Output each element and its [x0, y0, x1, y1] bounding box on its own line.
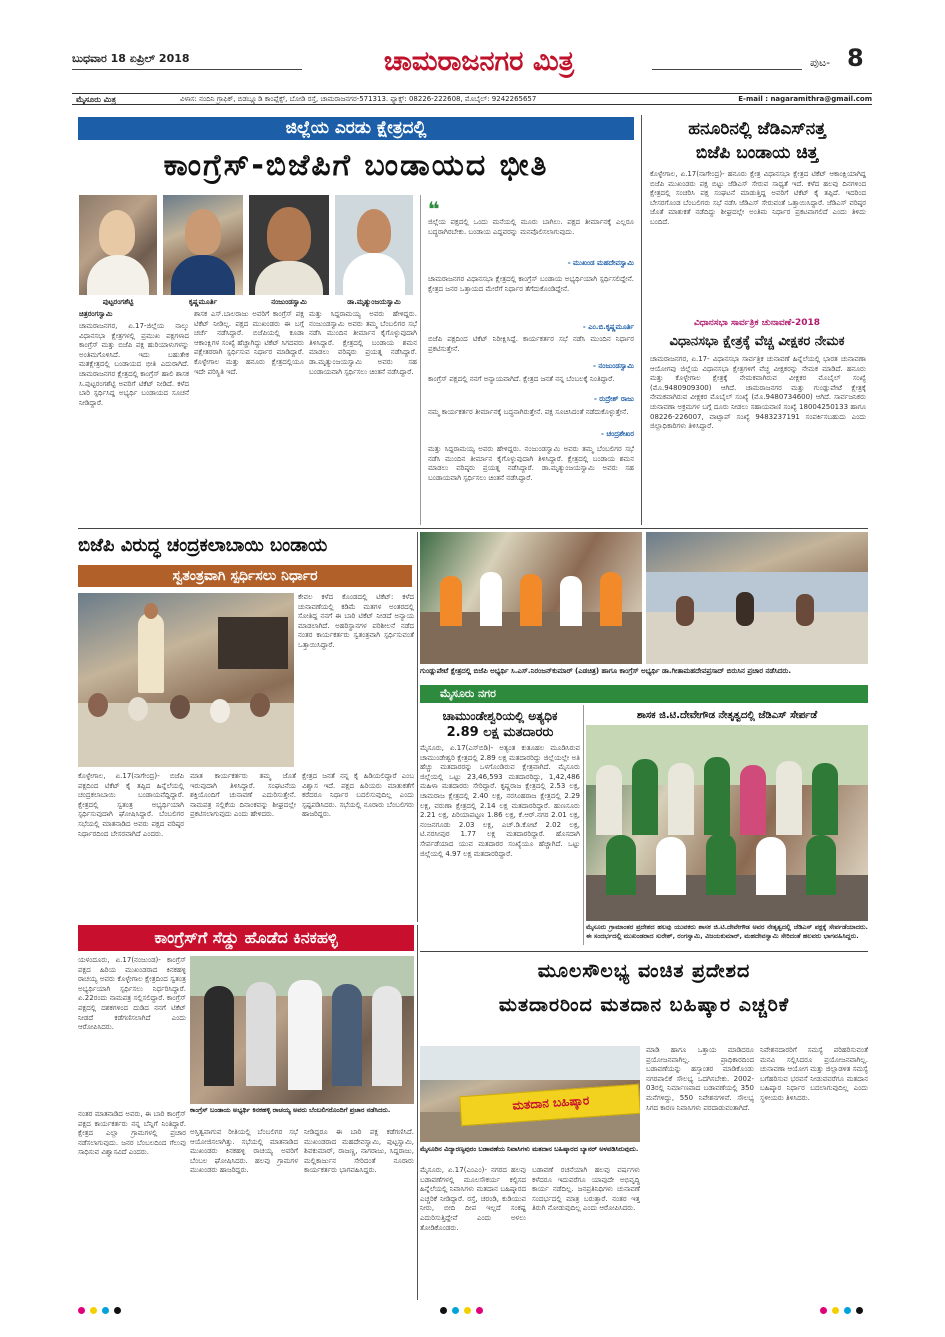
story5-caption: ಗುಂಡ್ಲುಪೇಟೆ ಕ್ಷೇತ್ರದಲ್ಲಿ ಬಿಜೆಪಿ ಅಭ್ಯರ್ಥಿ ಸಿ.ಎಸ್.ನಿರಂಜನ್‌ಕುಮಾರ್ (ಎಡಚಿತ್ರ) ಹಾಗೂ ಕಾಂಗ್ರೆಸ್ ಅಭ್ಯರ್ಥಿ ಡಾ.ಗೀತಾಮಹದೇವಪ್ರಸಾದ್ ಬಿರುಸಿನ ಪ್ರಚಾರ ನಡೆಸಿದರು.: [420, 667, 791, 675]
story7-photo: [586, 725, 868, 921]
story4-side-text: ಕೇವಲ ಕಳೆದ ಕೊಂಡದಲ್ಲಿ ಟಿಕೆಟ್: ಕಳೆದ ಚುನಾವಣೆಯಲ್ಲಿ ಕಡಿಮೆ ಮತಗಳ ಅಂತರದಲ್ಲಿ ಸೋತಿದ್ದ ನನಗೆ ಈ ಬಾರಿ ಟಿಕೆಟ್ ನೀಡದೆ ಅನ್ಯಾಯ ಮಾಡಲಾಗಿದೆ. ಅಹರಿಸ್ಥಾನಗಳ ಪರಿಶೀಲನೆ ನಡೆದ ನಂತರ ಕಾರ್ಯಕರ್ತರು ಸ್ವತಂತ್ರವಾಗಿ ಸ್ಪರ್ಧಿಸುವಂತೆ ಒತ್ತಾಯಿಸಿದ್ದಾರೆ.: [298, 593, 414, 649]
story9-photo: [420, 1046, 640, 1142]
story9-body-col3: ಮಾಡಿ ಹಾಗೂ ಒತ್ತಾಯ ಮಾಡಿದರೂ ಪ್ರಯೋಜನವಾಗಿಲ್ಲ. ಪ್ರಾಧಿಕಾರದಿಂದ ಬಡಾವಣೆಯನ್ನು ಹಸ್ತಾಂತರ ಮಾಡಿಕೊಂಡು ನಗರಪಾಲಿಕೆ ಸೌಲಭ್ಯ ಒದಗಿಸಬೇಕು. 2002-03ರಲ್ಲಿ ನಿರ್ಮಾಣವಾದ ಬಡಾವಣೆಯಲ್ಲಿ 350 ಮನೆಗಳಿದ್ದು, 550 ನಿವೇಶನಗಳಿವೆ. ಸೌಲಭ್ಯ ಸಿಗದ ಕಾರಣ ನಿವಾಸಿಗಳು ಪರದಾಡುವಂತಾಗಿದೆ.: [646, 1046, 754, 1112]
masthead-strip: [72, 93, 872, 105]
column-divider-bottom: [417, 925, 418, 1300]
story1-quote4-by: - ರುದ್ರೇಶ್ ರಾಜು: [593, 395, 634, 403]
story2-body: ಕೊಳ್ಳೇಗಾಲ, ಏ.17(ನಾಗೇಂದ್ರ)- ಹನೂರು ಕ್ಷೇತ್ರ ವಿಧಾನಸಭಾ ಕ್ಷೇತ್ರದ ಟಿಕೆಟ್ ಆಕಾಂಕ್ಷಿಯಾಗಿದ್ದ ಬಿಜೆಪಿ ಮುಖಂಡರು ಪಕ್ಷ ಬಿಟ್ಟು ಜೆಡಿಎಸ್ ಸೇರುವ ಸಾಧ್ಯತೆ ಇದೆ. ಕಳೆದ ಹಲವು ದಿನಗಳಿಂದ ಕ್ಷೇತ್ರದಲ್ಲಿ ಸಂಚರಿಸಿ ಪಕ್ಷ ಸಂಘಟನೆ ಮಾಡುತ್ತಿದ್ದ ಅವರಿಗೆ ಟಿಕೆಟ್ ಕೈ ತಪ್ಪಿದೆ. ಇದರಿಂದ ಬೇಸರಗೊಂಡ ಬೆಂಬಲಿಗರು ಸಭೆ ನಡೆಸಿ ಜೆಡಿಎಸ್ ಸೇರುವಂತೆ ಒತ್ತಾಯಿಸಿದ್ದಾರೆ. ಜೆಡಿಎಸ್ ವರಿಷ್ಠರ ಜೊತೆ ಮಾತುಕತೆ ನಡೆದಿದ್ದು ಶೀಘ್ರದಲ್ಲೇ ಅಂತಿಮ ನಿರ್ಧಾರ ಪ್ರಕಟವಾಗಲಿದೆ ಎಂದು ತಿಳಿದು ಬಂದಿದೆ.: [650, 170, 866, 226]
story4-body-col3: ಕ್ಷೇತ್ರದ ಜನತೆ ನನ್ನ ಕೈ ಹಿಡಿಯಲಿದ್ದಾರೆ ಎಂಬ ವಿಶ್ವಾಸ ಇದೆ. ಪಕ್ಷದ ಹಿರಿಯರು ಮಾತುಕತೆಗೆ ಕರೆದರೂ ನಿರ್ಧಾರ ಬದಲಿಸುವುದಿಲ್ಲ ಎಂದು ಸ್ಪಷ್ಟಪಡಿಸಿದರು. ಸಭೆಯಲ್ಲಿ ನೂರಾರು ಬೆಂಬಲಿಗರು ಹಾಜರಿದ್ದರು.: [302, 772, 414, 819]
section-rule-1: [78, 528, 868, 529]
story1-divider: [420, 195, 421, 525]
story9-headline-line2: ಮತದಾರರಿಂದ ಮತದಾನ ಬಹಿಷ್ಕಾರ ಎಚ್ಚರಿಕೆ: [498, 994, 790, 1016]
story8-body-col3: ಅಸ್ತಿತ್ವವಾಗುವ ರೀತಿಯಲ್ಲಿ ಬೆಂಬಲಿಗರ ಸಭೆ ಆಯೋಜಿಸಲಾಗಿತ್ತು. ಸಭೆಯಲ್ಲಿ ಮಾತನಾಡಿದ ಮುಖಂಡರು ಕಿನಕಹಳ್ಳಿ ರಾಚಯ್ಯ ಅವರಿಗೆ ಬೆಂಬಲ ಘೋಷಿಸಿದರು. ಹಲವು ಗ್ರಾಮಗಳ ಮುಖಂಡರು ಹಾಜರಿದ್ದರು.: [190, 1128, 298, 1175]
story1-quote5-by: - ಚಂದ್ರಶೇಖರ: [601, 430, 634, 438]
story9-body-col4: ನಿವೇಶನದಾರರಿಗೆ ಸಮಸ್ಯೆ ಪರಿಹರಿಸುವಂತೆ ಮನವಿ ಸಲ್ಲಿಸಿದರೂ ಪ್ರಯೋಜನವಾಗಿಲ್ಲ. ಚುನಾವಣಾ ಆಯೋಗ ಮತ್ತು ಜಿಲ್ಲಾಡಳಿತ ಸಮಸ್ಯೆ ಬಗೆಹರಿಸುವ ಭರವಸೆ ನೀಡುವವರೆಗೂ ಮತದಾನ ಬಹಿಷ್ಕಾರ ನಿರ್ಧಾರ ಬದಲಾಗುವುದಿಲ್ಲ ಎಂದು ಸ್ಥಳೀಯರು ತಿಳಿಸಿದರು.: [760, 1046, 868, 1102]
story1-body-col1: ಚಾಮರಾಜನಗರ, ಏ.17-ಜಿಲ್ಲೆಯ ನಾಲ್ಕು ವಿಧಾನಸಭಾ ಕ್ಷೇತ್ರಗಳಲ್ಲಿ ಪ್ರಮುಖ ಪಕ್ಷಗಳಾದ ಕಾಂಗ್ರೆಸ್ ಮತ್ತು ಬಿಜೆಪಿ ಪಕ್ಷ ಹುರಿಯಾಳುಗಳನ್ನು ಅಂತಿಮಗೊಳಿಸಿದೆ. ಇದು ಬಹುತೇಕ ಮತಕ್ಷೇತ್ರದಲ್ಲಿ ಬಂಡಾಯದ ಭೀತಿ ಎದುರಾಗಿದೆ. ಚಾಮರಾಜನಗರ ಕ್ಷೇತ್ರದಲ್ಲಿ ಕಾಂಗ್ರೆಸ್ ಹಾಲಿ ಶಾಸಕ ಸಿ.ಪುಟ್ಟರಂಗಶೆಟ್ಟಿ ಅವರಿಗೆ ಟಿಕೆಟ್ ನೀಡಿದೆ. ಕಳೆದ ಬಾರಿ ಸ್ಪರ್ಧಿಸಿದ್ದ ಅಭ್ಯರ್ಥಿ ಬಂಡಾಯದ ಸೂಚನೆ ನೀಡಿದ್ದಾರೆ.: [79, 322, 189, 407]
registration-marks-left: [78, 1307, 138, 1315]
story3-body: ಚಾಮರಾಜನಗರ, ಏ.17- ವಿಧಾನಸಭಾ ಸಾರ್ವತ್ರಿಕ ಚುನಾವಣೆ ಹಿನ್ನೆಲೆಯಲ್ಲಿ ಭಾರತ ಚುನಾವಣಾ ಆಯೋಗವು ಜಿಲ್ಲೆಯ ವಿಧಾನಸಭಾ ಕ್ಷೇತ್ರಗಳಿಗೆ ವೆಚ್ಚ ವೀಕ್ಷಕರನ್ನು ನೇಮಕ ಮಾಡಿದೆ. ಹನೂರು ಮತ್ತು ಕೊಳ್ಳೇಗಾಲ ಕ್ಷೇತ್ರಕ್ಕೆ ನೇಮಕವಾಗಿರುವ ವೀಕ್ಷಕರ ಮೊಬೈಲ್ ಸಂಖ್ಯೆ (ಮೊ.9480909300) ಆಗಿದೆ. ಚಾಮರಾಜನಗರ ಮತ್ತು ಗುಂಡ್ಲುಪೇಟೆ ಕ್ಷೇತ್ರಕ್ಕೆ ನೇಮಕವಾಗಿರುವ ವೀಕ್ಷಕರ ಮೊಬೈಲ್ ಸಂಖ್ಯೆ (ಮೊ.9480734600) ಆಗಿದೆ. ಸಾರ್ವಜನಿಕರು ಚುನಾವಣಾ ಅಕ್ರಮಗಳ ಬಗ್ಗೆ ದೂರು ನೀಡಲು ಸಹಾಯವಾಣಿ ಸಂಖ್ಯೆ 18004250133 ಹಾಗೂ 08226-226007, ವಾಟ್ಸಾಪ್ ಸಂಖ್ಯೆ 9483237191 ಸಂಪರ್ಕಿಸಬಹುದು ಎಂದು ಜಿಲ್ಲಾಧಿಕಾರಿಗಳು ತಿಳಿಸಿದ್ದಾರೆ.: [650, 355, 866, 431]
page-label: ಪುಟ-: [810, 56, 831, 69]
column-divider-mid: [417, 532, 418, 922]
story6-headline-line2: 2.89 ಲಕ್ಷ ಮತದಾರರು: [446, 725, 554, 740]
column-divider-story6: [583, 705, 584, 945]
masthead-rule-right: [652, 69, 802, 70]
masthead-title: ಚಾಮರಾಜನಗರ ಮಿತ್ರ: [383, 46, 575, 77]
column-divider-right: [641, 115, 642, 525]
story1-quote3-by: - ನಂಜುಂಡಸ್ವಾಮಿ: [593, 362, 634, 370]
photo-caption-3: ನಂಜುಂಡಸ್ವಾಮಿ: [271, 298, 307, 306]
story5-photo-left: [420, 532, 642, 664]
story1-headline: ಕಾಂಗ್ರೆಸ್-ಬಿಜೆಪಿಗೆ ಬಂಡಾಯದ ಭೀತಿ: [163, 148, 549, 183]
section-rule-2: [420, 951, 868, 952]
address-line: ವಿಳಾಸ: ನಂದಿನಿ ಗ್ರಾಫಿಕ್, ಬಿಡಬ್ಲ್ಯೂಡಿ ಕಾಂಪ್ಲೆಕ್ಸ್, ಬೋಡಿ ರಸ್ತೆ, ಚಾಮರಾಜನಗರ-571313. ಫ್ಯಾಕ್ಸ್: 08226-222608, ಮೊಬೈಲ್: 9242265657: [180, 95, 537, 103]
story9-headline-line1: ಮೂಲಸೌಲಭ್ಯ ವಂಚಿತ ಪ್ರದೇಶದ: [537, 960, 751, 982]
story8-body-col2: ನಂತರ ಮಾತನಾಡಿದ ಅವರು, ಈ ಬಾರಿ ಕಾಂಗ್ರೆಸ್ ಪಕ್ಷದ ಕಾರ್ಯಕರ್ತರು ನನ್ನ ಬೆನ್ನಿಗೆ ನಿಂತಿದ್ದಾರೆ. ಕ್ಷೇತ್ರದ ಎಲ್ಲಾ ಗ್ರಾಮಗಳಲ್ಲಿ ಪ್ರಚಾರ ನಡೆಸಲಾಗುವುದು. ಜನರ ಬೆಂಬಲದಿಂದ ಗೆಲುವು ಸಾಧಿಸುವ ವಿಶ್ವಾಸವಿದೆ ಎಂದರು.: [78, 1110, 186, 1157]
story8-body-col4: ನೀಡಿದ್ದರೂ ಈ ಬಾರಿ ಪಕ್ಷ ಕಡೆಗಣಿಸಿದೆ. ಮುಖಂಡರಾದ ಮಹದೇವಸ್ವಾಮಿ, ಪುಟ್ಟಸ್ವಾಮಿ, ಶಿವಕುಮಾರ್, ರಾಜಣ್ಣ, ನಾಗರಾಜು, ಸಿದ್ದರಾಜು, ಮಲ್ಲಿಕಾರ್ಜುನ ಸೇರಿದಂತೆ ನೂರಾರು ಕಾರ್ಯಕರ್ತರು ಭಾಗವಹಿಸಿದ್ದರು.: [304, 1128, 414, 1175]
quote-mark-icon: ❝: [428, 197, 440, 221]
photo-puttarangashetty: [79, 195, 157, 295]
photo-mrutyunjayaswamy: [335, 195, 413, 295]
story4-headline: ಬಿಜೆಪಿ ವಿರುದ್ಧ ಚಂದ್ರಕಲಾಬಾಯಿ ಬಂಡಾಯ: [78, 535, 328, 556]
story1-quote1-by: - ಮುಖಂಡ ಮಹದೇವಸ್ವಾಮಿ: [567, 259, 634, 267]
story8-photo: [190, 956, 414, 1104]
story4-body-col2: ಮಾತ ಕಾರ್ಯಕರ್ತರು ತಮ್ಮ ಜೊತೆ ಇರುವುದಾಗಿ ತಿಳಿಸಿದ್ದಾರೆ. ಸಂಘಟನೆಯ ಶಕ್ತಿಯೊಂದಿಗೆ ಚುನಾವಣೆ ಎದುರಿಸುತ್ತೇನೆ. ನಾಮಪತ್ರ ಸಲ್ಲಿಕೆಯ ದಿನಾಂಕವನ್ನು ಶೀಘ್ರದಲ್ಲೇ ಪ್ರಕಟಿಸಲಾಗುವುದು ಎಂದು ಹೇಳಿದರು.: [190, 772, 296, 819]
story9-body-col2: ಬಡಾವಣೆ ರಚನೆಯಾಗಿ ಹಲವು ವರ್ಷಗಳು ಕಳೆದರೂ ಇದುವರೆಗೂ ಯಾವುದೇ ಅಭಿವೃದ್ಧಿ ಕಾರ್ಯ ನಡೆದಿಲ್ಲ. ಜನಪ್ರತಿನಿಧಿಗಳು ಚುನಾವಣೆ ಸಂದರ್ಭದಲ್ಲಿ ಮಾತ್ರ ಬರುತ್ತಾರೆ. ನಂತರ ಇತ್ತ ತಿರುಗಿ ನೋಡುವುದಿಲ್ಲ ಎಂದು ಆರೋಪಿಸಿದರು.: [532, 1166, 640, 1213]
story1-quote2-by: - ಎಂ.ಬಿ.ಕೃಷ್ಣಮೂರ್ತಿ: [582, 323, 634, 331]
story1-byline: ಚಿತ್ರರಂಗಸ್ವಾಮಿ: [79, 310, 113, 318]
story1-continued: ಮತ್ತು ಸಿದ್ದರಾಮಯ್ಯ ಅವರು ಹೇಳಿದ್ದರು. ನಂಜುಂಡಸ್ವಾಮಿ ಅವರು ತಮ್ಮ ಬೆಂಬಲಿಗರ ಸಭೆ ನಡೆಸಿ ಮುಂದಿನ ತೀರ್ಮಾನ ಕೈಗೊಳ್ಳುವುದಾಗಿ ತಿಳಿಸಿದ್ದಾರೆ. ಕ್ಷೇತ್ರದಲ್ಲಿ ಬಂಡಾಯ ಶಮನ ಮಾಡಲು ವರಿಷ್ಠರು ಪ್ರಯತ್ನ ನಡೆಸಿದ್ದಾರೆ. ಡಾ.ಮೃತ್ಯುಂಜಯಸ್ವಾಮಿ ಅವರು ಸಹ ಬಂಡಾಯವಾಗಿ ಸ್ಪರ್ಧಿಸಲು ಚಿಂತನೆ ನಡೆಸಿದ್ದಾರೆ.: [428, 445, 634, 482]
edition-name: ಮೈಸೂರು ಮಿತ್ರ: [76, 95, 116, 104]
story1-quote3: ಬಿಜೆಪಿ ಪಕ್ಷದಿಂದ ಟಿಕೆಟ್ ನಿರೀಕ್ಷಿಸಿದ್ದೆ. ಕಾರ್ಯಕರ್ತರ ಸಭೆ ನಡೆಸಿ ಮುಂದಿನ ನಿರ್ಧಾರ ಪ್ರಕಟಿಸುತ್ತೇನೆ.: [428, 335, 634, 353]
story6-body: ಮೈಸೂರು, ಏ.17(ಎಸ್‌ಬಿಡಿ)- ಅತ್ಯಂತ ಕುತೂಹಲ ಮೂಡಿಸಿರುವ ಚಾಮುಂಡೇಶ್ವರಿ ಕ್ಷೇತ್ರದಲ್ಲಿ 2.89 ಲಕ್ಷ ಮತದಾರರಿದ್ದು ಜಿಲ್ಲೆಯಲ್ಲೇ ಅತಿ ಹೆಚ್ಚು ಮತದಾರರನ್ನು ಒಳಗೊಂಡಿರುವ ಕ್ಷೇತ್ರವಾಗಿದೆ. ಮೈಸೂರು ಜಿಲ್ಲೆಯಲ್ಲಿ ಒಟ್ಟು 23,46,593 ಮತದಾರರಿದ್ದು, 1,42,486 ಮಹಿಳಾ ಮತದಾರರು ಸೇರಿದ್ದಾರೆ. ಕೃಷ್ಣರಾಜ ಕ್ಷೇತ್ರದಲ್ಲಿ 2.53 ಲಕ್ಷ, ಚಾಮರಾಜ ಕ್ಷೇತ್ರದಲ್ಲಿ 2.40 ಲಕ್ಷ, ನರಸಿಂಹರಾಜ ಕ್ಷೇತ್ರದಲ್ಲಿ 2.29 ಲಕ್ಷ, ವರುಣಾ ಕ್ಷೇತ್ರದಲ್ಲಿ 2.14 ಲಕ್ಷ ಮತದಾರರಿದ್ದಾರೆ. ಹುಣಸೂರು 2.21 ಲಕ್ಷ, ಪಿರಿಯಾಪಟ್ಟಣ 1.86 ಲಕ್ಷ, ಕೆ.ಆರ್.ನಗರ 2.01 ಲಕ್ಷ, ನಂಜನಗೂಡು 2.03 ಲಕ್ಷ, ಎಚ್.ಡಿ.ಕೋಟೆ 2.02 ಲಕ್ಷ, ಟಿ.ನರಸೀಪುರ 1.77 ಲಕ್ಷ ಮತದಾರರಿದ್ದಾರೆ. ಹೊಸದಾಗಿ ಸೇರ್ಪಡೆಯಾದ ಯುವ ಮತದಾರರ ಸಂಖ್ಯೆಯೂ ಹೆಚ್ಚಾಗಿದೆ. ಒಟ್ಟು ಜಿಲ್ಲೆಯಲ್ಲಿ 4.97 ಲಕ್ಷ ಮತದಾರರಿದ್ದಾರೆ.: [420, 744, 580, 858]
story5-photo-right: [646, 532, 868, 664]
photo-caption-4: ಡಾ.ಮೃತ್ಯುಂಜಯಸ್ವಾಮಿ: [347, 298, 401, 306]
registration-marks-center: [440, 1307, 500, 1315]
story9-body-col1: ಮೈಸೂರು, ಏ.17(ಎಂಎಂ)- ನಗರದ ಹಲವು ಬಡಾವಣೆಗಳಲ್ಲಿ ಮೂಲಸೌಕರ್ಯ ಕಲ್ಪಿಸದ ಹಿನ್ನೆಲೆಯಲ್ಲಿ ನಿವಾಸಿಗಳು ಮತದಾನ ಬಹಿಷ್ಕಾರದ ಎಚ್ಚರಿಕೆ ನೀಡಿದ್ದಾರೆ. ರಸ್ತೆ, ಚರಂಡಿ, ಕುಡಿಯುವ ನೀರು, ಬೀದಿ ದೀಪ ಇಲ್ಲದೆ ಸಂಕಷ್ಟ ಎದುರಿಸುತ್ತಿದ್ದೇವೆ ಎಂದು ಅಳಲು ತೋಡಿಕೊಂಡರು.: [420, 1166, 526, 1232]
story8-headline: ಕಾಂಗ್ರೆಸ್‌ಗೆ ಸೆಡ್ಡು ಹೊಡೆದ ಕಿನಕಹಳ್ಳಿ: [78, 925, 414, 951]
story2-headline-line1: ಹನೂರಿನಲ್ಲಿ ಜೆಡಿಎಸ್‌ನತ್ತ: [688, 119, 826, 139]
story6-section: ಮೈಸೂರು ನಗರ: [420, 685, 868, 703]
story8-caption: ಕಾಂಗ್ರೆಸ್ ಬಂಡಾಯ ಅಭ್ಯರ್ಥಿ ಕಿನಕಹಳ್ಳಿ ರಾಚಯ್ಯ ಅವರು ಬೆಂಬಲಿಗರೊಂದಿಗೆ ಪ್ರಚಾರ ನಡೆಸಿದರು.: [190, 1106, 391, 1114]
story1-quote5: ನಮ್ಮ ಕಾರ್ಯಕರ್ತರ ತೀರ್ಮಾನಕ್ಕೆ ಬದ್ಧನಾಗಿರುತ್ತೇನೆ. ಪಕ್ಷ ಸೂಚಿಸಿದಂತೆ ನಡೆದುಕೊಳ್ಳುತ್ತೇನೆ.: [428, 408, 629, 416]
boycott-banner-text: ಮತದಾನ ಬಹಿಷ್ಕಾರ: [512, 1093, 590, 1113]
photo-caption-2: ಕೃಷ್ಣಮೂರ್ತಿ: [188, 298, 218, 306]
story8-body-col1: ಯಳಂದೂರು, ಏ.17(ನಂಜುಂಡ)- ಕಾಂಗ್ರೆಸ್ ಪಕ್ಷದ ಹಿರಿಯ ಮುಖಂಡರಾದ ಕಿನಕಹಳ್ಳಿ ರಾಚಯ್ಯ ಅವರು ಕೊಳ್ಳೇಗಾಲ ಕ್ಷೇತ್ರದಿಂದ ಸ್ವತಂತ್ರ ಅಭ್ಯರ್ಥಿಯಾಗಿ ಸ್ಪರ್ಧಿಸಲು ನಿರ್ಧರಿಸಿದ್ದಾರೆ. ಏ.22ರಂದು ನಾಮಪತ್ರ ಸಲ್ಲಿಸಲಿದ್ದಾರೆ. ಕಾಂಗ್ರೆಸ್ ಪಕ್ಷದಲ್ಲಿ ದಶಕಗಳಿಂದ ದುಡಿದ ನನಗೆ ಟಿಕೆಟ್ ನೀಡದೆ ಕಡೆಗಣಿಸಲಾಗಿದೆ ಎಂದು ಆರೋಪಿಸಿದರು.: [78, 956, 186, 1032]
story6-headline-line1: ಚಾಮುಂಡೇಶ್ವರಿಯಲ್ಲಿ ಅತ್ಯಧಿಕ: [442, 709, 558, 723]
masthead-rule: [72, 69, 302, 70]
issue-date: ಬುಧವಾರ 18 ಏಪ್ರಿಲ್ 2018: [72, 52, 190, 65]
story4-photo: [78, 593, 294, 767]
story1-kicker: ಜಿಲ್ಲೆಯ ಎರಡು ಕ್ಷೇತ್ರದಲ್ಲಿ: [78, 117, 634, 140]
photo-krishnamurthy: [163, 195, 243, 295]
page-number: 8: [847, 44, 864, 72]
story2-headline-line2: ಬಿಜೆಪಿ ಬಂಡಾಯ ಚಿತ್ತ: [695, 143, 819, 163]
story1-quote2: ಚಾಮರಾಜನಗರ ವಿಧಾನಸಭಾ ಕ್ಷೇತ್ರದಲ್ಲಿ ಕಾಂಗ್ರೆಸ್ ಬಂಡಾಯ ಅಭ್ಯರ್ಥಿಯಾಗಿ ಸ್ಪರ್ಧಿಸಲಿದ್ದೇನೆ. ಕ್ಷೇತ್ರದ ಜನರ ಒತ್ತಾಯದ ಮೇರೆಗೆ ನಿರ್ಧಾರ ತೆಗೆದುಕೊಂಡಿದ್ದೇನೆ.: [428, 275, 634, 293]
story7-headline: ಶಾಸಕ ಜಿ.ಟಿ.ದೇವೇಗೌಡ ನೇತೃತ್ವದಲ್ಲಿ ಜೆಡಿಎಸ್ ಸೇರ್ಪಡೆ: [636, 710, 818, 721]
story1-body-col3: ಮತ್ತು ಸಿದ್ದರಾಮಯ್ಯ ಅವರು ಹೇಳಿದ್ದರು. ನಂಜುಂಡಸ್ವಾಮಿ ಅವರು ತಮ್ಮ ಬೆಂಬಲಿಗರ ಸಭೆ ನಡೆಸಿ ಮುಂದಿನ ತೀರ್ಮಾನ ಕೈಗೊಳ್ಳುವುದಾಗಿ ತಿಳಿಸಿದ್ದಾರೆ. ಕ್ಷೇತ್ರದಲ್ಲಿ ಬಂಡಾಯ ಶಮನ ಮಾಡಲು ವರಿಷ್ಠರು ಪ್ರಯತ್ನ ನಡೆಸಿದ್ದಾರೆ. ಡಾ.ಮೃತ್ಯುಂಜಯಸ್ವಾಮಿ ಅವರು ಸಹ ಬಂಡಾಯವಾಗಿ ಸ್ಪರ್ಧಿಸಲು ಚಿಂತನೆ ನಡೆಸಿದ್ದಾರೆ.: [309, 310, 417, 376]
story1-quote4: ಕಾಂಗ್ರೆಸ್ ಪಕ್ಷದಲ್ಲಿ ನನಗೆ ಅನ್ಯಾಯವಾಗಿದೆ. ಕ್ಷೇತ್ರದ ಜನತೆ ನನ್ನ ಬೆಂಬಲಕ್ಕೆ ನಿಂತಿದ್ದಾರೆ.: [428, 375, 615, 383]
story1-body-col2: ಶಾಸಕ ಎಸ್.ಬಾಲರಾಜು ಅವರಿಗೆ ಕಾಂಗ್ರೆಸ್ ಪಕ್ಷ ಟಿಕೆಟ್ ನೀಡಿಲ್ಲ. ಪಕ್ಷದ ಮುಖಂಡರು ಈ ಬಗ್ಗೆ ಚರ್ಚೆ ನಡೆಸಿದ್ದಾರೆ. ಬಿಜೆಪಿಯಲ್ಲಿ ಕೂಡಾ ಆಕಾಂಕ್ಷಿಗಳ ಸಂಖ್ಯೆ ಹೆಚ್ಚಾಗಿದ್ದು ಟಿಕೆಟ್ ಸಿಗದವರು ಪಕ್ಷೇತರರಾಗಿ ಸ್ಪರ್ಧಿಸುವ ನಿರ್ಧಾರ ಮಾಡಿದ್ದಾರೆ. ಕೊಳ್ಳೇಗಾಲ ಮತ್ತು ಹನೂರು ಕ್ಷೇತ್ರದಲ್ಲಿಯೂ ಇದೇ ಪರಿಸ್ಥಿತಿ ಇದೆ.: [194, 310, 304, 376]
story3-headline: ವಿಧಾನಸಭಾ ಕ್ಷೇತ್ರಕ್ಕೆ ವೆಚ್ಚ ವೀಕ್ಷಕರ ನೇಮಕ: [669, 334, 845, 349]
story3-kicker: ವಿಧಾನಸಭಾ ಸಾರ್ವತ್ರಿಕ ಚುನಾವಣೆ-2018: [693, 318, 821, 328]
story4-body-col1: ಕೊಳ್ಳೇಗಾಲ, ಏ.17(ನಾಗೇಂದ್ರ)- ಬಿಜೆಪಿ ಪಕ್ಷದಿಂದ ಟಿಕೆಟ್ ಕೈ ತಪ್ಪಿದ ಹಿನ್ನೆಲೆಯಲ್ಲಿ ಚಂದ್ರಕಲಾಬಾಯಿ ಬಂಡಾಯವೆದ್ದಿದ್ದಾರೆ. ಕ್ಷೇತ್ರದಲ್ಲಿ ಸ್ವತಂತ್ರ ಅಭ್ಯರ್ಥಿಯಾಗಿ ಸ್ಪರ್ಧಿಸುವುದಾಗಿ ಘೋಷಿಸಿದ್ದಾರೆ. ಬೆಂಬಲಿಗರ ಸಭೆಯಲ್ಲಿ ಮಾತನಾಡಿದ ಅವರು ಪಕ್ಷದ ವರಿಷ್ಠರ ನಿರ್ಧಾರದಿಂದ ಬೇಸರವಾಗಿದೆ ಎಂದರು.: [78, 772, 184, 838]
story9-caption: ಮೈಸೂರಿನ ವಿದ್ಯಾರಣ್ಯಪುರಂ ಬಡಾವಣೆಯ ನಿವಾಸಿಗಳು ಮತದಾನ ಬಹಿಷ್ಕಾರದ ಬ್ಯಾನರ್ ಅಳವಡಿಸಿರುವುದು.: [420, 1145, 639, 1153]
story4-kicker: ಸ್ವತಂತ್ರವಾಗಿ ಸ್ಪರ್ಧಿಸಲು ನಿರ್ಧಾರ: [78, 565, 412, 587]
photo-nanjundaswamy: [249, 195, 329, 295]
registration-marks-right: [820, 1307, 870, 1315]
masthead: [72, 44, 872, 92]
email-line: E-mail : nagaramithra@gmail.com: [738, 95, 872, 103]
photo-caption-1: ಪುಟ್ಟರಂಗಶೆಟ್ಟಿ: [102, 298, 134, 306]
story7-caption: ಮೈಸೂರು ಗ್ರಾಮಾಂತರ ಪ್ರದೇಶದ ಹಲವು ಯುವಕರು ಶಾಸಕ ಜಿ.ಟಿ.ದೇವೇಗೌಡ ಅವರ ನೇತೃತ್ವದಲ್ಲಿ ಜೆಡಿಎಸ್ ಪಕ್ಷಕ್ಕೆ ಸೇರ್ಪಡೆಯಾದರು. ಈ ಸಂದರ್ಭದಲ್ಲಿ ಮುಖಂಡರಾದ ಸುರೇಶ್, ರಂಗಸ್ವಾಮಿ, ವಿಜಯಕುಮಾರ್, ಮಹದೇವಸ್ವಾಮಿ ಸೇರಿದಂತೆ ಹಲವರು ಭಾಗವಹಿಸಿದ್ದರು.: [586, 923, 868, 940]
story1-quote1: ಜಿಲ್ಲೆಯ ಪಕ್ಷದಲ್ಲಿ ಒಂದು ಮನೆಯಲ್ಲಿ ಮೂರು ಬಾಗಿಲು. ಪಕ್ಷದ ತೀರ್ಮಾನಕ್ಕೆ ಎಲ್ಲರೂ ಬದ್ಧರಾಗಿರಬೇಕು. ಬಂಡಾಯ ಎದ್ದವರನ್ನು ಮನವೊಲಿಸಲಾಗುವುದು.: [428, 218, 634, 236]
